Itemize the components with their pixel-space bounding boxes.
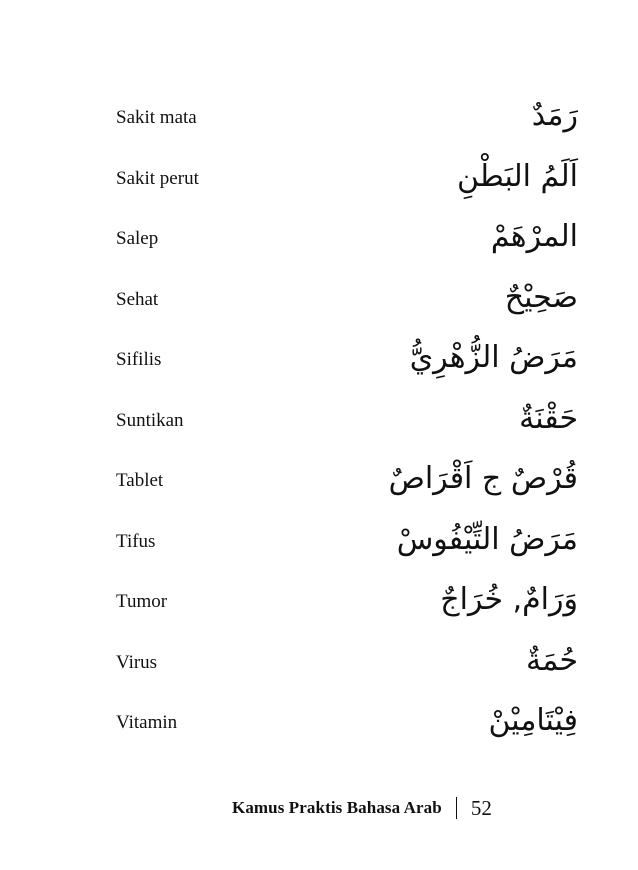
indonesian-term: Tablet	[116, 470, 164, 491]
indonesian-term: Tumor	[116, 591, 168, 612]
indonesian-term: Virus	[116, 651, 158, 673]
footer-divider	[456, 797, 457, 819]
dictionary-entry-list	[116, 90, 578, 756]
arabic-translation: حَقْنَةٌ	[519, 400, 578, 436]
indonesian-term: Vitamin	[116, 712, 178, 733]
dictionary-entry	[116, 90, 578, 151]
arabic-translation: وَرَامٌ, خُرَاجٌ	[440, 582, 578, 617]
dictionary-entry	[116, 151, 578, 212]
indonesian-term: Sakit perut	[116, 167, 199, 189]
page-number: 52	[470, 795, 492, 820]
arabic-translation: المرْهَمْ	[490, 219, 578, 254]
indonesian-term: Suntikan	[116, 409, 184, 431]
arabic-translation: قُرْصٌ ج اَقْرَاصٌ	[388, 461, 578, 496]
arabic-translation: فِيْتَامِيْنْ	[488, 703, 578, 738]
dictionary-entry	[116, 332, 578, 393]
dictionary-entry	[116, 211, 578, 272]
arabic-translation: مَرَضُ الزُّهْرِيُّ	[409, 340, 578, 375]
indonesian-term: Tifus	[116, 530, 156, 552]
indonesian-term: Sifilis	[116, 349, 162, 370]
dictionary-entry	[116, 393, 578, 454]
dictionary-entry	[116, 695, 578, 756]
arabic-translation: مَرَضُ التِّيْفُوسْ	[396, 521, 578, 557]
arabic-translation: اَلَمُ البَطْنِ	[457, 158, 578, 194]
dictionary-entry	[116, 635, 578, 696]
page-footer	[232, 793, 577, 823]
dictionary-entry	[116, 514, 578, 575]
indonesian-term: Sakit mata	[116, 107, 197, 128]
arabic-translation: حُمَةٌ	[526, 642, 578, 678]
dictionary-entry	[116, 453, 578, 514]
book-title: Kamus Praktis Bahasa Arab	[232, 798, 442, 817]
dictionary-entry	[116, 272, 578, 333]
arabic-translation: رَمَدٌ	[531, 98, 578, 133]
indonesian-term: Sehat	[116, 288, 159, 310]
arabic-translation: صَحِيْحٌ	[504, 279, 578, 315]
indonesian-term: Salep	[116, 228, 159, 249]
dictionary-entry	[116, 574, 578, 635]
